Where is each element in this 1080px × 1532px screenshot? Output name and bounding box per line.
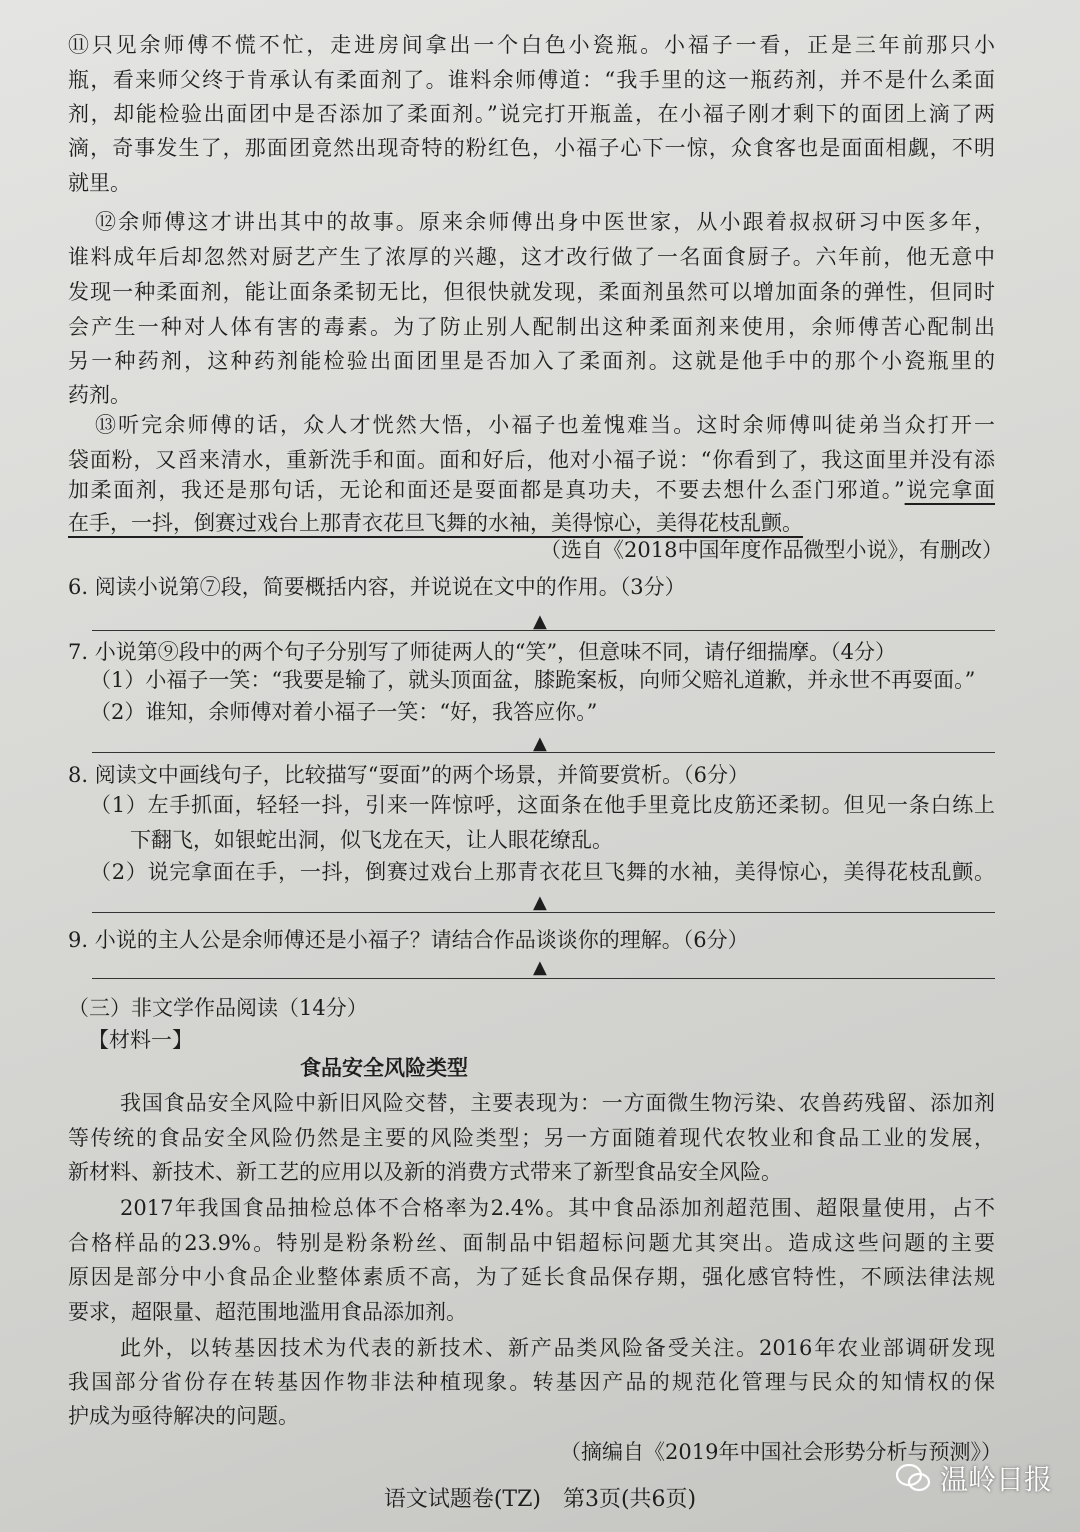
line-text: 加柔面剂，我还是那句话，无论和面还是耍面都是真功夫，不要去想什么歪门邪道。” (68, 478, 905, 502)
material-line (68, 1228, 995, 1258)
line-text: ⑬听完余师傅的话，众人才恍然大悟，小福子也羞愧难当。这时余师傅叫徒弟当众打开一 (95, 413, 995, 437)
line-text: （三）非文学作品阅读（14分） (68, 996, 368, 1020)
line-text: 袋面粉，又舀来清水，重新洗手和面。面和好后，他对小福子说：“你看到了，我这面里并没有添 (68, 448, 995, 472)
line-text: 我国食品安全风险中新旧风险交替，主要表现为：一方面微生物污染、农兽药残留、添加剂 (120, 1091, 995, 1115)
question-7-item-2 (90, 697, 790, 727)
line-text: 此外，以转基因技术为代表的新技术、新产品类风险备受关注。2016年农业部调研发现 (120, 1336, 995, 1360)
answer-line[interactable] (92, 752, 995, 753)
story-line (68, 380, 268, 410)
underlined-sentence (68, 508, 828, 538)
story-line (68, 346, 995, 376)
material-line (68, 1401, 468, 1431)
line-text: 发现一种柔面剂，能让面条柔韧无比，但很快就发现，柔面剂虽然可以增加面条的弹性，但同时 (68, 280, 995, 304)
wechat-icon (895, 1463, 931, 1493)
question-9 (68, 925, 968, 955)
answer-mark-icon: ▲ (533, 892, 547, 913)
question-8 (68, 760, 968, 790)
story-line (68, 133, 995, 163)
material-line (68, 1123, 995, 1153)
material-line (68, 1262, 995, 1292)
material-line (68, 1157, 868, 1187)
line-text: 护成为亟待解决的问题。 (68, 1404, 299, 1428)
line-text: 我国部分省份存在转基因作物非法种植现象。转基因产品的规范化管理与民众的知情权的保 (68, 1370, 995, 1394)
line-text: 要求，超限量、超范围地滥用食品添加剂。 (68, 1300, 467, 1324)
line-text: （2）谁知，余师傅对着小福子一笑：“好，我答应你。” (90, 700, 598, 724)
question-8-item-1 (90, 790, 995, 820)
line-text: 2017年我国食品抽检总体不合格率为2.4%。其中食品添加剂超范围、超限量使用，占不 (120, 1196, 995, 1220)
answer-mark-icon: ▲ (533, 611, 547, 632)
line-text: 剂，却能检验出面团中是否添加了柔面剂。”说完打开瓶盖，在小福子刚才剩下的面团上滴了两 (68, 102, 995, 126)
material-label (88, 1025, 288, 1055)
material-line (120, 1088, 995, 1118)
line-text: 新材料、新技术、新工艺的应用以及新的消费方式带来了新型食品安全风险。 (68, 1160, 782, 1184)
question-8-item-1-cont (130, 825, 830, 855)
question-7 (68, 637, 995, 667)
line-text: ⑪只见余师傅不慌不忙，走进房间拿出一个白色小瓷瓶。小福子一看，正是三年前那只小 (68, 33, 995, 57)
material-title (300, 1053, 780, 1083)
page-footer: 语文试题卷(TZ) 第3页(共6页) (383, 1487, 697, 1512)
material-line (68, 1297, 568, 1327)
line-text: 6. 阅读小说第⑦段，简要概括内容，并说说在文中的作用。（3分） (68, 575, 686, 599)
question-8-item-2 (90, 857, 995, 887)
line-text: 会产生一种对人体有害的毒素。为了防止别人配制出这种柔面剂来使用，余师傅苦心配制出 (68, 315, 995, 339)
question-7-item-1 (90, 665, 995, 695)
line-text: ⑫余师傅这才讲出其中的故事。原来余师傅出身中医世家，从小跟着叔叔研习中医多年， (95, 210, 995, 234)
line-text: 合格样品的23.9%。特别是粉条粉丝、面制品中铝超标问题尤其突出。造成这些问题的主要 (68, 1231, 995, 1255)
line-text: 药剂。 (68, 383, 131, 407)
underlined-text: 说完拿面 (904, 478, 996, 502)
source-citation (540, 535, 1003, 565)
story-line (68, 242, 995, 272)
material-line (120, 1193, 995, 1223)
line-text: （2）说完拿面在手，一抖，倒赛过戏台上那青衣花旦飞舞的水袖，美得惊心，美得花枝乱颤。 (90, 860, 995, 884)
underlined-text: 在手，一抖，倒赛过戏台上那青衣花旦飞舞的水袖，美得惊心，美得花枝乱颤。 (68, 511, 803, 535)
line-text: 【材料一】 (88, 1028, 193, 1052)
line-text: 食品安全风险类型 (300, 1056, 468, 1080)
story-line (68, 445, 995, 475)
story-line (68, 30, 995, 60)
story-line (68, 99, 995, 129)
answer-mark-icon: ▲ (533, 733, 547, 754)
material-line (68, 1367, 995, 1397)
section-heading (68, 993, 468, 1023)
story-line (95, 207, 995, 237)
answer-line[interactable] (92, 912, 995, 913)
line-text: （摘编自《2019年中国社会形势分析与预测》） (560, 1440, 1002, 1464)
line-text: 原因是部分中小食品企业整体素质不高，为了延长食品保存期，强化感官特性，不顾法律法规 (68, 1265, 995, 1289)
story-line (68, 475, 995, 505)
material-source (560, 1437, 1000, 1467)
answer-line[interactable] (92, 630, 995, 631)
watermark-brand: 温岭日报 (940, 1463, 1053, 1496)
story-line (95, 410, 995, 440)
material-line (120, 1333, 995, 1363)
line-text: 等传统的食品安全风险仍然是主要的风险类型；另一方面随着现代农牧业和食品工业的发展， (68, 1126, 995, 1150)
line-text: 7. 小说第⑨段中的两个句子分别写了师徒两人的“笑”，但意味不同，请仔细揣摩。（4分） (68, 640, 897, 664)
line-text: （选自《2018中国年度作品微型小说》，有删改） (540, 538, 1003, 562)
story-line (68, 277, 995, 307)
answer-mark-icon: ▲ (533, 957, 547, 978)
line-text: 9. 小说的主人公是余师傅还是小福子？请结合作品谈谈你的理解。（6分） (68, 928, 749, 952)
line-text: （1）小福子一笑：“我要是输了，就头顶面盆，膝跪案板，向师父赔礼道歉，并永世不再耍面。” (90, 668, 976, 692)
line-text: 下翻飞，如银蛇出洞，似飞龙在天，让人眼花缭乱。 (130, 828, 613, 852)
line-text: 就里。 (68, 171, 131, 195)
line-text: 瓶，看来师父终于肯承认有柔面剂了。谁料余师傅道：“我手里的这一瓶药剂，并不是什么柔面 (68, 68, 995, 92)
line-text: （1）左手抓面，轻轻一抖，引来一阵惊呼，这面条在他手里竟比皮筋还柔韧。但见一条白练上 (90, 793, 995, 817)
line-text: 8. 阅读文中画线句子，比较描写“耍面”的两个场景，并简要赏析。（6分） (68, 763, 750, 787)
answer-line[interactable] (92, 978, 995, 979)
story-line (68, 65, 995, 95)
story-line (68, 312, 995, 342)
line-text: 滴，奇事发生了，那面团竟然出现奇特的粉红色，小福子心下一惊，众食客也是面面相觑，不明 (68, 136, 995, 160)
line-text: 另一种药剂，这种药剂能检验出面团里是否加入了柔面剂。这就是他手中的那个小瓷瓶里的 (68, 349, 995, 373)
story-line (68, 168, 268, 198)
question-6 (68, 572, 868, 602)
line-text: 谁料成年后却忽然对厨艺产生了浓厚的兴趣，这才改行做了一名面食厨子。六年前，他无意中 (68, 245, 995, 269)
